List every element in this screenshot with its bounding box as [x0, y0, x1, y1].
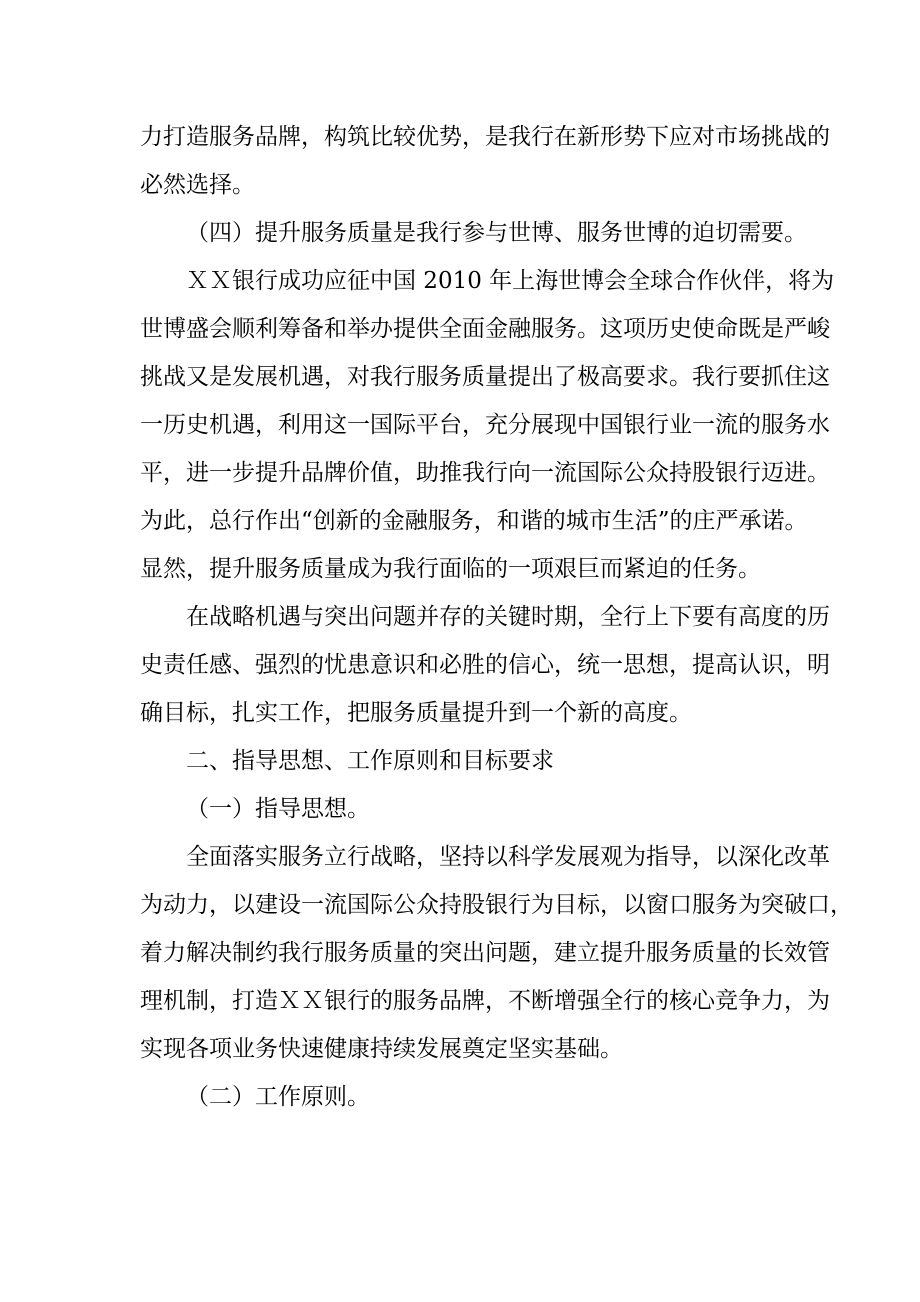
paragraph-line: 平，进一步提升品牌价值，助推我行向一流国际公众持股银行迈进。 — [140, 460, 830, 486]
paragraph-line: 在战略机遇与突出问题并存的关键时期，全行上下要有高度的历 — [186, 604, 830, 630]
paragraph-line: 力打造服务品牌，构筑比较优势，是我行在新形势下应对市场挑战的 — [140, 124, 830, 150]
paragraph-line: 为动力，以建设一流国际公众持股银行为目标，以窗口服务为突破口， — [140, 892, 853, 918]
paragraph-line: 全面落实服务立行战略，坚持以科学发展观为指导，以深化改革 — [186, 844, 830, 870]
subsection-heading: （二）工作原则。 — [186, 1084, 370, 1110]
paragraph-line: 必然选择。 — [140, 172, 255, 198]
paragraph-line: 理机制，打造ＸＸ银行的服务品牌，不断增强全行的核心竞争力，为 — [140, 988, 830, 1014]
paragraph-line: 确目标，扎实工作，把服务质量提升到一个新的高度。 — [140, 700, 692, 726]
paragraph-line: 显然，提升服务质量成为我行面临的一项艰巨而紧迫的任务。 — [140, 556, 761, 582]
paragraph-line: 挑战又是发展机遇，对我行服务质量提出了极高要求。我行要抓住这 — [140, 364, 830, 390]
paragraph-line: 史责任感、强烈的忧患意识和必胜的信心，统一思想，提高认识，明 — [140, 652, 830, 678]
section-heading: 二、指导思想、工作原则和目标要求 — [186, 748, 554, 774]
paragraph-line: 为此，总行作出“创新的金融服务，和谐的城市生活”的庄严承诺。 — [140, 508, 808, 534]
paragraph-line: ＸＸ银行成功应征中国 2010 年上海世博会全球合作伙伴，将为 — [186, 268, 835, 294]
section-heading: （四）提升服务质量是我行参与世博、服务世博的迫切需要。 — [186, 220, 807, 246]
subsection-heading: （一）指导思想。 — [186, 796, 370, 822]
paragraph-line: 实现各项业务快速健康持续发展奠定坚实基础。 — [140, 1036, 623, 1062]
paragraph-line: 一历史机遇，利用这一国际平台，充分展现中国银行业一流的服务水 — [140, 412, 830, 438]
paragraph-line: 着力解决制约我行服务质量的突出问题，建立提升服务质量的长效管 — [140, 940, 830, 966]
paragraph-line: 世博盛会顺利筹备和举办提供全面金融服务。这项历史使命既是严峻 — [140, 316, 830, 342]
